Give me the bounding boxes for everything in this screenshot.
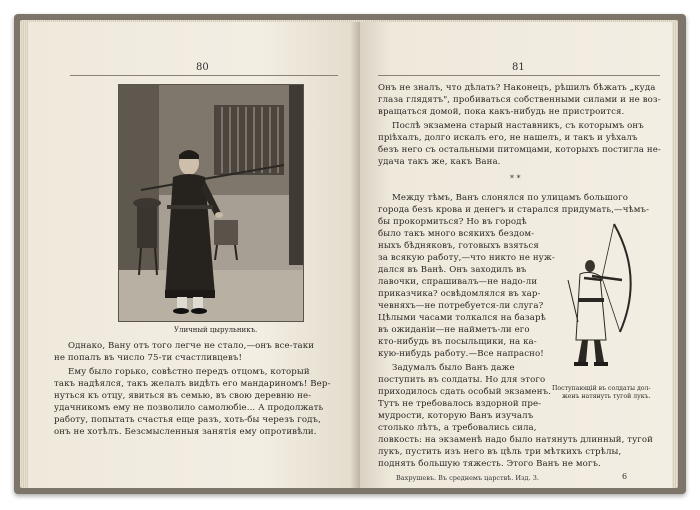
- text-line: Онъ не зналъ, что дѣлать? Наконецъ, рѣшилъ бѣжать „куда: [378, 83, 656, 93]
- text-line: приказчика? освѣдомлялся въ хар-: [378, 289, 541, 299]
- left-page: [28, 22, 360, 488]
- right-page: [360, 22, 672, 488]
- figure-caption-line: Поступающій въ солдаты дол-: [552, 385, 651, 392]
- text-line: поступить въ солдаты. Но для этого: [378, 375, 546, 385]
- text-line: глаза глядятъ", пробиваться собственными силами и не воз-: [378, 95, 661, 105]
- text-line: нуться къ отцу, явиться въ семью, въ свою деревню не-: [54, 391, 312, 401]
- text-line: лавочки, спрашивалъ—не надо-ли: [378, 277, 538, 287]
- text-line: ловкость: на экзаменѣ надо было натянуть длинный, тугой: [378, 435, 653, 445]
- text-line: Однако, Вану отъ того легче не стало,—онъ все-таки: [68, 341, 315, 351]
- text-line: Тутъ не требовалось вздорной пре-: [378, 399, 542, 409]
- text-line: въ ожиданіи—не найметъ-ли его: [378, 325, 530, 335]
- page-number-right: 81: [512, 62, 525, 73]
- text-line: было такъ много всякихъ бездом-: [378, 229, 535, 239]
- signature-mark: 6: [622, 472, 628, 481]
- text-line: Послѣ экзамена старый наставникъ, съ которымъ онъ: [392, 121, 644, 131]
- header-rule-left: [70, 75, 338, 76]
- section-separator: * *: [510, 174, 521, 183]
- text-line: такъ надѣялся, такъ желалъ видѣть его мандариномъ! Вер-: [54, 379, 331, 389]
- photo-caption: Уличный цырульникъ.: [174, 326, 258, 334]
- text-line: работу, попытать счастья еще разъ, хоть-бы черезъ годъ,: [54, 415, 321, 425]
- text-line: кую-нибудь работу.—Все напрасно!: [378, 349, 544, 359]
- text-line: Задумалъ было Ванъ даже: [392, 363, 515, 373]
- text-line: вращаться домой, пока какъ-нибудь не пристроится.: [378, 107, 625, 117]
- text-line: приходилось сдать особый экзаменъ.: [378, 387, 551, 397]
- text-line: ныхъ бѣдняковъ, готовыхъ взяться: [378, 241, 539, 251]
- text-line: за всякую работу,—что никто не нуж-: [378, 253, 555, 263]
- text-line: столько лѣтъ, а требовались сила,: [378, 423, 537, 433]
- text-line: Между тѣмъ, Ванъ слонялся по улицамъ большого: [392, 193, 629, 203]
- header-rule-right: [378, 75, 660, 76]
- figure-caption-line: женъ натянуть тугой лукъ.: [562, 393, 651, 400]
- text-line: удача такъ же, какъ Вана.: [378, 157, 501, 167]
- text-line: Цѣлыми часами толкался на базарѣ: [378, 313, 546, 323]
- street-barber-photo: [118, 84, 304, 322]
- page-number-left: 80: [196, 62, 209, 73]
- text-line: мудрости, которую Ванъ изучалъ: [378, 411, 534, 421]
- text-line: Ему было горько, совѣстно передъ отцомъ, который: [68, 367, 310, 377]
- text-line: чевняхъ—не потребуется-ли слуга?: [378, 301, 544, 311]
- text-line: бы прокормиться? Но въ городѣ: [378, 217, 527, 227]
- text-line: пріѣхалъ, долго искалъ его, не нашелъ, и такъ и уѣхалъ: [378, 133, 638, 143]
- text-line: не попалъ въ число 75-ти счастливцевъ!: [54, 353, 243, 363]
- text-line: поднять большую тяжесть. Этого Ванъ не могъ.: [378, 459, 601, 469]
- text-line: города безъ крова и денегъ и старался придумать,—чѣмъ-: [378, 205, 650, 215]
- open-book: [14, 14, 686, 494]
- archer-illustration: [562, 222, 636, 377]
- text-line: безъ него съ остальными питомцами, которыхъ постигла не-: [378, 145, 661, 155]
- photo-illustration: [119, 85, 303, 321]
- text-line: дался въ Ванѣ. Онъ заходилъ въ: [378, 265, 527, 275]
- page-footer: Вахрушевъ. Въ среднемъ царствѣ. Изд. 3.: [396, 474, 539, 482]
- text-line: кто-нибудь въ посыльщики, на ка-: [378, 337, 537, 347]
- text-line: удачникомъ ему не позволило самолюбіе... А продолжать: [54, 403, 324, 413]
- text-line: онъ не хотѣлъ. Безсмысленныя занятія ему опротивѣли.: [54, 427, 317, 437]
- text-line: лукъ, пустить изъ него въ цѣль три мѣткихъ стрѣлы,: [378, 447, 622, 457]
